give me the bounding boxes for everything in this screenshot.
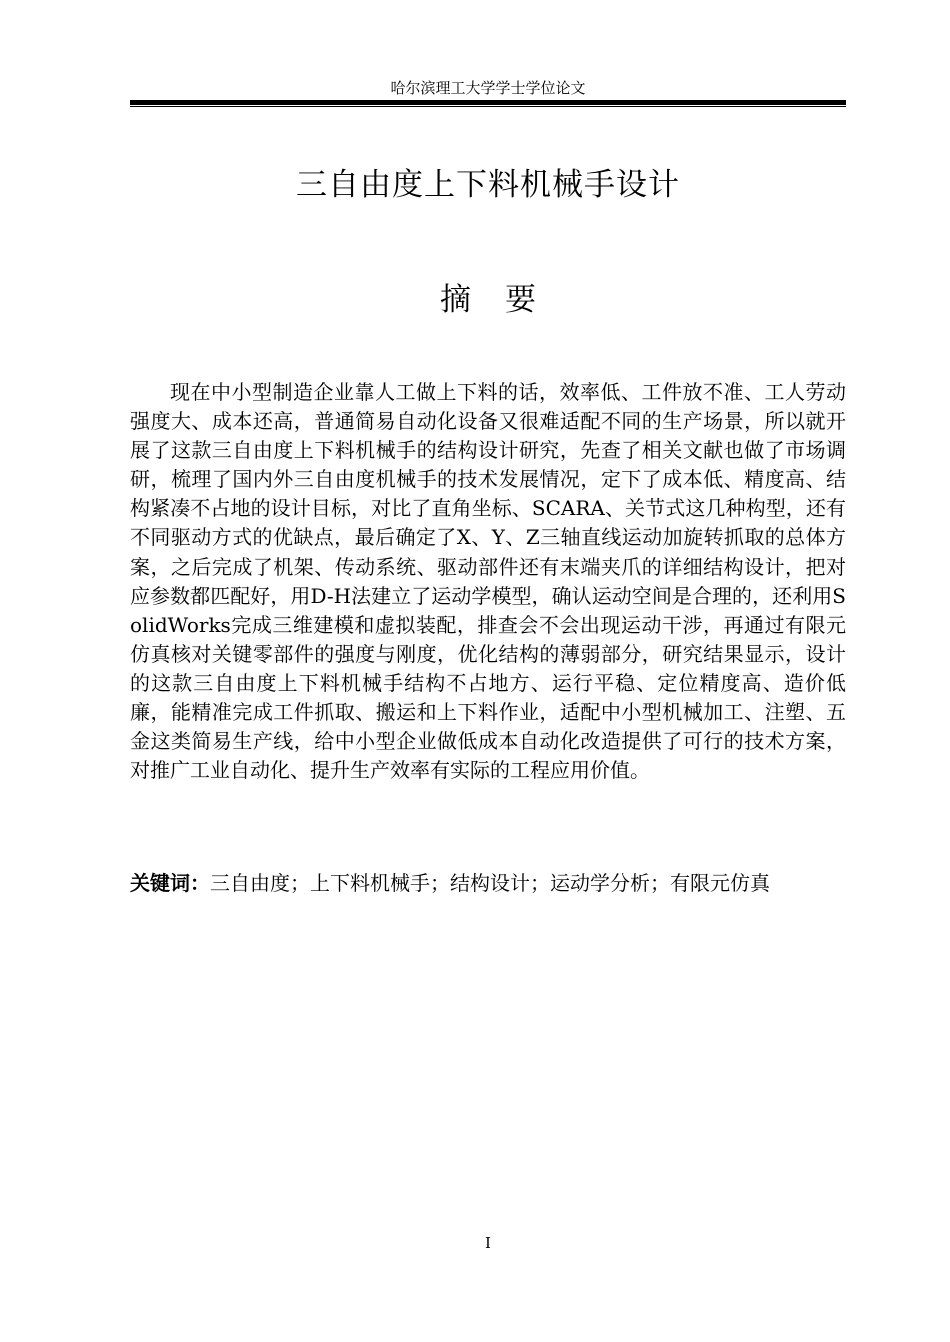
keywords-value: 三自由度；上下料机械手；结构设计；运动学分析；有限元仿真 xyxy=(210,871,770,895)
header-rule-thick xyxy=(130,100,846,105)
abstract-body: 现在中小型制造企业靠人工做上下料的话，效率低、工件放不准、工人劳动强度大、成本还高，普通简易自动化设备又很难适配不同的生产场景，所以就开展了这款三自由度上下料机械手的结构设计研究，先查了相关文献也做了市场调研，梳理了国内外三自由度机械手的技术发展情况，定下了成本低、精度高、结构紧凑不占地的设计目标，对比了直角坐标、SCARA、关节式这几种构型，还有不同驱动方式的优缺点，最后确定了X、Y、Z三轴直线运动加旋转抓取的总体方案，之后完成了机架、传动系统、驱动部件还有末端夹爪的详细结构设计，把对应参数都匹配好，用D-H法建立了运动学模型，确认运动空间是合理的，还利用SolidWorks完成三维建模和虚拟装配，排查会不会出现运动干涉，再通过有限元仿真核对关键零部件的强度与刚度，优化结构的薄弱部分，研究结果显示，设计的这款三自由度上下料机械手结构不占地方、运行平稳、定位精度高、造价低廉，能精准完成工件抓取、搬运和上下料作业，适配中小型机械加工、注塑、五金这类简易生产线，给中小型企业做低成本自动化改造提供了可行的技术方案，对推广工业自动化、提升生产效率有实际的工程应用价值。 xyxy=(130,380,846,783)
keywords-line xyxy=(130,869,846,898)
abstract-heading: 摘要 xyxy=(440,282,570,318)
page-number: I xyxy=(485,1234,491,1252)
running-header: 哈尔滨理工大学学士学位论文 xyxy=(390,79,586,97)
keywords-label: 关键词： xyxy=(130,871,210,895)
document-title: 三自由度上下料机械手设计 xyxy=(296,167,680,203)
header-rule-thin xyxy=(130,106,846,107)
